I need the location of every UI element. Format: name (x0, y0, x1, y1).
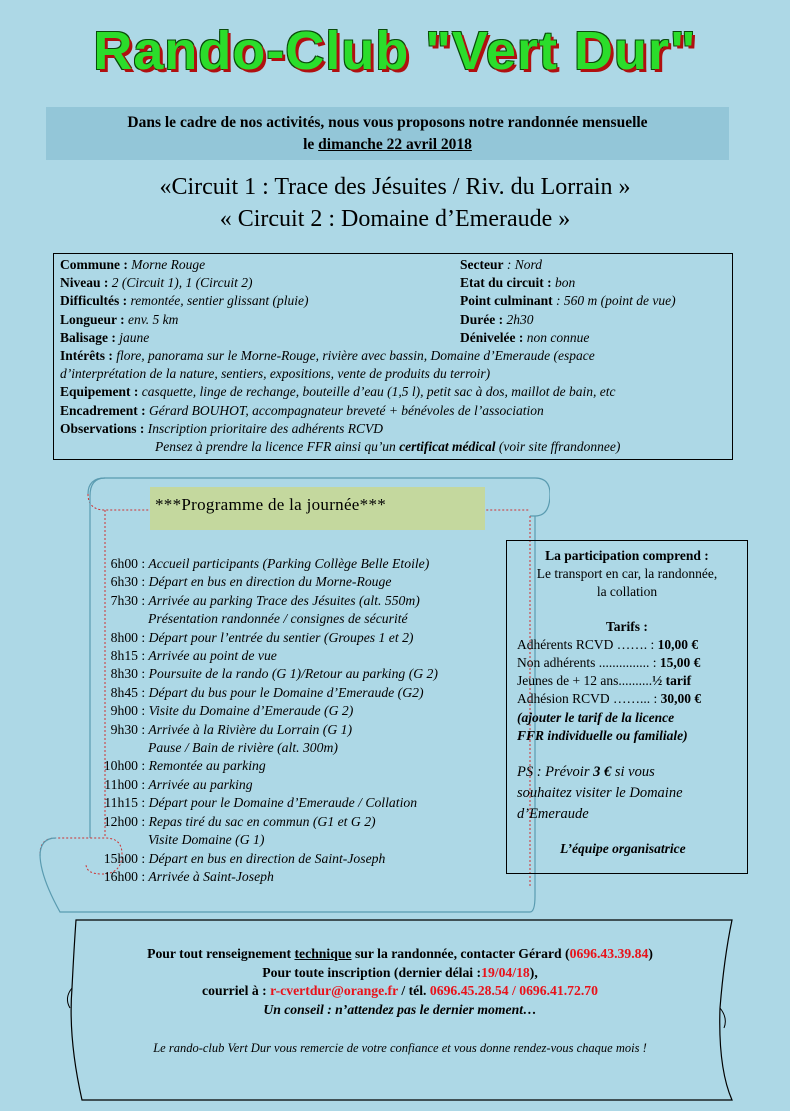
programme-time: 11h15 (104, 795, 138, 811)
equipement-label: Equipement : (60, 384, 139, 400)
contact-phones[interactable]: 0696.45.28.54 / 0696.41.72.70 (429, 983, 598, 999)
programme-time: 16h00 (103, 868, 138, 884)
tarif-row (517, 654, 737, 672)
intro-banner (46, 107, 729, 160)
signature: L’équipe organisatrice (560, 840, 686, 856)
programme-text: Départ pour le Domaine d’Emeraude / Collation (145, 795, 418, 811)
programme-time: 9h30 (110, 721, 138, 737)
info-row-observations (60, 420, 726, 438)
programme-item (96, 647, 496, 665)
deadline-date: 19/04/18 (481, 964, 530, 980)
info-row-longueur (60, 311, 726, 329)
programme-text: Arrivée à Saint-Joseph (145, 868, 274, 884)
culminant-cell (460, 292, 676, 310)
programme-separator: : (138, 795, 146, 811)
difficultes-label: Difficultés : (60, 293, 128, 309)
programme-text: Arrivée au parking Trace des Jésuites (alt. 550m) (145, 592, 420, 608)
denivelee-value: non connue (523, 329, 590, 345)
intro-date: dimanche 22 avril 2018 (318, 136, 472, 153)
programme-item (96, 721, 496, 739)
intro-line-1: Dans le cadre de nos activités, nous vous proposons notre randonnée mensuelle (127, 114, 648, 131)
programme-separator: : (138, 684, 146, 700)
participation-heading: La participation comprend : (545, 548, 709, 563)
programme-time: 11h00 (104, 776, 138, 792)
programme-text: Remontée au parking (145, 758, 266, 774)
programme-item (96, 739, 496, 757)
secteur-cell (460, 256, 542, 274)
contact-text: Pour toute inscription (dernier délai : (262, 964, 482, 980)
contact-line-3 (70, 982, 730, 1001)
contact-text: courriel à : (202, 983, 271, 999)
tarif-label: Non adhérents ............... : (517, 655, 660, 671)
tarifs-heading: Tarifs : (606, 618, 648, 634)
programme-text: Départ du bus pour le Domaine d’Emeraude (G2) (145, 684, 424, 700)
ps-line-3: d’Emeraude (517, 806, 589, 823)
programme-text: Présentation randonnée / consignes de sécurité (148, 611, 408, 627)
secteur-value: : Nord (503, 257, 542, 272)
intro-line-2 (46, 134, 729, 156)
programme-text: Visite Domaine (G 1) (148, 832, 265, 848)
info-row-balisage (60, 329, 726, 347)
participation-box (506, 540, 748, 874)
programme-item (96, 868, 496, 886)
programme-time: 8h15 (110, 648, 138, 664)
programme-item (96, 573, 496, 591)
contact-block (70, 945, 730, 1019)
programme-item (96, 665, 496, 683)
niveau-label: Niveau : (60, 275, 109, 291)
denivelee-label: Dénivelée : (460, 329, 524, 345)
programme-text: Arrivée à la Rivière du Lorrain (G 1) (145, 721, 353, 737)
info-row-commune (60, 256, 726, 274)
programme-separator: : (138, 850, 146, 866)
contact-text: Pour tout renseignement (147, 946, 295, 961)
programme-separator: : (138, 648, 146, 664)
ps-line-1 (517, 763, 737, 781)
longueur-label: Longueur : (60, 311, 125, 327)
circuit-2-title: « Circuit 2 : Domaine d’Emeraude » (219, 206, 571, 232)
info-row-interets (60, 347, 726, 365)
programme-separator: : (138, 721, 146, 737)
ps-prefix: PS : Prévoir (517, 764, 594, 781)
contact-text: / tél. (397, 983, 430, 999)
commune-value: Morne Rouge (127, 257, 206, 272)
programme-list (96, 555, 496, 886)
programme-title: ***Programme de la journée*** (150, 487, 485, 530)
denivelee-cell (460, 329, 589, 347)
programme-item (96, 684, 496, 702)
encadrement-value: Gérard BOUHOT, accompagnateur breveté + bénévoles de l’association (145, 402, 544, 418)
programme-item (96, 629, 496, 647)
programme-time: 8h00 (110, 629, 138, 645)
programme-item (96, 610, 496, 628)
programme-item (96, 555, 496, 573)
programme-separator: : (138, 629, 146, 645)
programme-time: 9h00 (110, 703, 138, 719)
programme-separator: : (138, 574, 146, 590)
programme-item (96, 592, 496, 610)
commune-label: Commune : (60, 257, 128, 272)
etat-cell (460, 274, 575, 292)
tarif-row (517, 690, 737, 708)
programme-text: Pause / Bain de rivière (alt. 300m) (148, 740, 338, 756)
participation-line-2: la collation (596, 584, 658, 600)
obs2-suffix: (voir site ffrandonnee) (495, 438, 621, 454)
programme-item (96, 702, 496, 720)
programme-text: Départ en bus en direction de Saint-Joseph (145, 850, 386, 866)
info-box (53, 253, 733, 460)
programme-item (96, 794, 496, 812)
programme-separator: : (138, 666, 146, 682)
programme-item (96, 831, 496, 849)
info-row-observations-2 (60, 438, 726, 456)
licence-note-2: FFR individuelle ou familiale) (517, 727, 688, 743)
tarif-price: 30,00 € (660, 691, 702, 707)
programme-text: Départ en bus en direction du Morne-Rouge (145, 574, 392, 590)
programme-time: 6h30 (110, 574, 138, 590)
etat-label: Etat du circuit : (460, 275, 552, 291)
encadrement-label: Encadrement : (60, 402, 146, 418)
observations-value: Inscription prioritaire des adhérents RCVD (144, 420, 383, 436)
programme-separator: : (138, 703, 146, 719)
tarif-label: Adhérents RCVD ……. : (517, 636, 658, 652)
interets-value-2: d’interprétation de la nature, sentiers, expositions, vente de produits du terroir) (60, 366, 491, 382)
duree-label: Durée : (460, 311, 504, 327)
circuit-1-title: «Circuit 1 : Trace des Jésuites / Riv. du Lorrain » (159, 174, 631, 200)
tarif-price: ½ tarif (652, 673, 692, 689)
contact-line-2 (70, 964, 730, 983)
tarif-row (517, 672, 737, 690)
programme-separator: : (138, 592, 146, 608)
tarif-row (517, 636, 737, 654)
contact-text: ) (648, 946, 653, 961)
programme-time: 6h00 (110, 556, 138, 571)
contact-advice: Un conseil : n’attendez pas le dernier moment… (263, 1001, 537, 1017)
difficultes-value: remontée, sentier glissant (pluie) (127, 293, 309, 309)
contact-phone-gerard[interactable]: 0696.43.39.84 (569, 946, 649, 961)
programme-time: 7h30 (110, 592, 138, 608)
obs2-bold: certificat médical (399, 438, 496, 454)
interets-value-1: flore, panorama sur le Morne-Rouge, rivière avec bassin, Domaine d’Emeraude (espace (112, 347, 595, 363)
email-link[interactable]: r-cvertdur@orange.fr (270, 983, 398, 999)
interets-label: Intérêts : (60, 347, 113, 363)
duree-value: 2h30 (503, 311, 534, 327)
info-row-interets-2 (60, 365, 726, 383)
programme-text: Repas tiré du sac en commun (G1 et G 2) (145, 813, 376, 829)
contact-line-1 (70, 945, 730, 964)
closing-message: Le rando-club Vert Dur vous remercie de votre confiance et vous donne rendez-vous chaque mois ! (153, 1041, 647, 1055)
duree-cell (460, 311, 533, 329)
participation-line-1: Le transport en car, la randonnée, (536, 566, 718, 582)
programme-time: 10h00 (103, 758, 138, 774)
tarif-price: 10,00 € (657, 636, 699, 652)
info-row-niveau (60, 274, 726, 292)
programme-text: Poursuite de la rando (G 1)/Retour au parking (G 2) (145, 666, 438, 682)
programme-text: Accueil participants (Parking Collège Belle Etoile) (145, 556, 430, 571)
info-row-difficultes (60, 292, 726, 310)
obs2-prefix: Pensez à prendre la licence FFR ainsi qu’un (155, 438, 400, 454)
culminant-value: : 560 m (point de vue) (552, 293, 676, 309)
programme-separator: : (138, 556, 146, 571)
programme-time: 12h00 (103, 813, 138, 829)
etat-value: bon (551, 275, 576, 291)
programme-text: Départ pour l’entrée du sentier (Groupes 1 et 2) (145, 629, 414, 645)
programme-text: Arrivée au parking (145, 776, 253, 792)
contact-text: sur la randonnée, contacter Gérard ( (351, 946, 570, 961)
programme-time: 15h00 (103, 850, 138, 866)
longueur-value: env. 5 km (124, 311, 179, 327)
programme-separator: : (138, 813, 146, 829)
info-row-encadrement (60, 402, 726, 420)
ps-amount: 3 € (593, 764, 612, 781)
programme-separator: : (138, 868, 146, 884)
ps-line-2: souhaitez visiter le Domaine (517, 785, 683, 802)
observations-label: Observations : (60, 420, 145, 436)
programme-time: 8h30 (110, 666, 138, 682)
balisage-value: jaune (115, 329, 150, 345)
programme-separator: : (138, 758, 146, 774)
programme-item (96, 757, 496, 775)
programme-item (96, 850, 496, 868)
intro-date-prefix: le (303, 136, 319, 153)
programme-time: 8h45 (110, 684, 138, 700)
page-title: Rando-Club "Vert Dur" (93, 21, 697, 81)
contact-technique: technique (294, 946, 352, 961)
ps-suffix: si vous (611, 764, 655, 781)
balisage-label: Balisage : (60, 329, 116, 345)
tarif-label: Adhésion RCVD ……... : (517, 691, 661, 707)
licence-note-1: (ajouter le tarif de la licence (517, 709, 675, 725)
secteur-label: Secteur (460, 257, 504, 272)
culminant-label: Point culminant (460, 293, 553, 309)
info-row-equipement (60, 383, 726, 401)
contact-text: ), (529, 964, 538, 980)
niveau-value: 2 (Circuit 1), 1 (Circuit 2) (108, 275, 253, 291)
equipement-value: casquette, linge de rechange, bouteille d’eau (1,5 l), petit sac à dos, maillot de bain, etc (138, 384, 616, 400)
programme-text: Arrivée au point de vue (145, 648, 277, 664)
tarif-price: 15,00 € (659, 655, 701, 671)
tarif-label: Jeunes de + 12 ans.......... (517, 673, 653, 689)
programme-text: Visite du Domaine d’Emeraude (G 2) (145, 703, 354, 719)
programme-item (96, 813, 496, 831)
programme-separator: : (138, 776, 146, 792)
programme-item (96, 776, 496, 794)
